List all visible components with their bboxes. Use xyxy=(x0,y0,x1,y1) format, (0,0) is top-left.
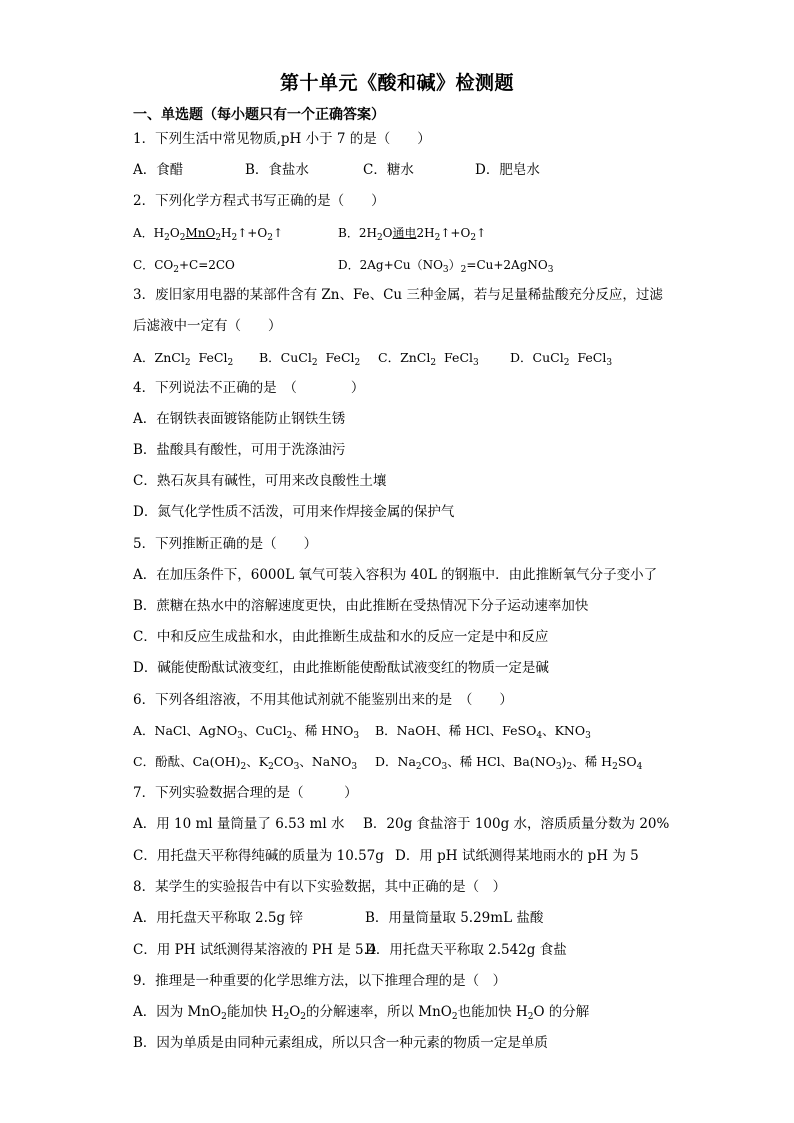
q6-options-ab xyxy=(133,722,591,740)
q3-option-b: B．CuCl$_2$ FeCl$_2$ xyxy=(259,350,361,368)
q6-stem: 6．下列各组溶液，不用其他试剂就不能鉴别出来的是 （ ） xyxy=(133,692,513,708)
catalyst-label: MnO$_2$ xyxy=(185,226,222,243)
q1-option-d: D．肥皂水 xyxy=(475,162,540,178)
electrolysis-label: 通电 xyxy=(392,226,417,240)
q5-option-b: B．蔗糖在热水中的溶解速度更快，由此推断在受热情况下分子运动速率加快 xyxy=(133,598,589,614)
q6-option-c: C．酚酞、$Ca(OH)_2$、$K_2CO_3$、NaNO$_3$ xyxy=(133,754,358,772)
page-title: 第十单元《酸和碱》检测题 xyxy=(279,72,514,94)
q3-stem-line2: 后滤液中一定有（ ） xyxy=(133,318,282,334)
q3-option-a: A．ZnCl$_2$ FeCl$_2$ xyxy=(133,350,234,368)
q2-option-a: A．$H_2O_2MnO_2H_2↑+O_2↑$ xyxy=(133,226,283,243)
q7-stem: 7．下列实验数据合理的是（ ） xyxy=(133,785,358,801)
q1-option-b: B．食盐水 xyxy=(245,162,309,178)
q8-option-c: C．用 PH 试纸测得某溶液的 PH 是 5.4 xyxy=(133,942,377,958)
q1-options xyxy=(133,161,540,179)
q6-option-a: A．NaCl、AgNO$_3$、CuCl$_2$、稀 $HNO_3$ xyxy=(133,723,360,741)
q6-option-d: D．$Na_2CO_3$、稀 HCl、$Ba(NO_3)_2$、稀 $H_2SO_4$ xyxy=(375,754,643,772)
q2-stem: 2．下列化学方程式书写正确的是（ ） xyxy=(133,193,385,209)
q7-option-d: D．用 pH 试纸测得某地雨水的 pH 为 5 xyxy=(395,848,639,864)
q3-option-d: D．CuCl$_2$ FeCl$_3$ xyxy=(510,350,613,368)
q2-options-ab xyxy=(133,224,486,242)
q5-option-a: A．在加压条件下，6000L 氧气可装入容积为 40L 的钢瓶中．由此推断氧气分子变小了 xyxy=(133,567,658,583)
q5-stem: 5．下列推断正确的是（ ） xyxy=(133,536,318,552)
q7-options-cd xyxy=(133,847,639,865)
q1-option-a: A．食醋 xyxy=(133,162,184,178)
q4-stem: 4．下列说法不正确的是 （ ） xyxy=(133,380,365,396)
q4-option-d: D．氮气化学性质不活泼，可用来作焊接金属的保护气 xyxy=(133,504,455,520)
q8-option-d: D．用托盘天平称取 2.542g 食盐 xyxy=(365,942,567,958)
q1-option-c: C．糖水 xyxy=(363,162,414,178)
q8-options-cd xyxy=(133,941,567,959)
q2-option-b: B．$2H_2O$通电$2H_2↑+O_2↑$ xyxy=(338,226,487,243)
q6-options-cd xyxy=(133,753,642,771)
q8-stem: 8．某学生的实验报告中有以下实验数据，其中正确的是（ ） xyxy=(133,879,507,895)
q5-option-d: D．碱能使酚酞试液变红，由此推断能使酚酞试液变红的物质一定是碱 xyxy=(133,660,549,676)
q4-option-a: A．在钢铁表面镀铬能防止钢铁生锈 xyxy=(133,411,346,427)
q8-option-b: B．用量筒量取 5.29mL 盐酸 xyxy=(365,910,544,926)
q7-options-ab xyxy=(133,815,669,833)
q3-option-c: C．ZnCl$_2$ FeCl$_3$ xyxy=(378,350,479,368)
q9-option-a: A．因为 MnO$_2$能加快 $H_2O_2$的分解速率，所以 MnO$_2$也能加快 $H_2O$ 的分解 xyxy=(133,1004,590,1022)
q7-option-b: B．20g 食盐溶于 100g 水，溶质质量分数为 20% xyxy=(363,816,670,832)
q5-option-c: C．中和反应生成盐和水，由此推断生成盐和水的反应一定是中和反应 xyxy=(133,629,549,645)
q8-option-a: A．用托盘天平称取 2.5g 锌 xyxy=(133,910,303,926)
q9-option-b: B．因为单质是由同种元素组成，所以只含一种元素的物质一定是单质 xyxy=(133,1035,548,1051)
section-heading: 一、单选题（每小题只有一个正确答案） xyxy=(133,107,385,123)
q8-options-ab xyxy=(133,909,543,927)
q2-option-d: D．$2Ag+Cu(NO_3)_2=Cu+2AgNO_3$ xyxy=(338,258,554,275)
q7-option-c: C．用托盘天平称得纯碱的质量为 10.57g xyxy=(133,848,384,864)
q1-stem: 1．下列生活中常见物质,pH 小于 7 的是（ ） xyxy=(133,131,431,147)
q2-option-c: C．$CO_2+C=2CO$ xyxy=(133,258,235,275)
q6-option-b: B．NaOH、稀 HCl、FeSO$_4$、$KNO_3$ xyxy=(375,723,591,741)
q3-stem-line1: 3．废旧家用电器的某部件含有 Zn、Fe、Cu 三种金属，若与足量稀盐酸充分反应，过滤 xyxy=(133,287,663,303)
q4-option-c: C．熟石灰具有碱性，可用来改良酸性土壤 xyxy=(133,473,387,489)
q3-options xyxy=(133,349,612,367)
q2-options-cd xyxy=(133,256,553,274)
q7-option-a: A．用 10 ml 量筒量了 6.53 ml 水 xyxy=(133,816,345,832)
q4-option-b: B．盐酸具有酸性，可用于洗涤油污 xyxy=(133,442,346,458)
q9-stem: 9．推理是一种重要的化学思维方法，以下推理合理的是（ ） xyxy=(133,973,507,989)
